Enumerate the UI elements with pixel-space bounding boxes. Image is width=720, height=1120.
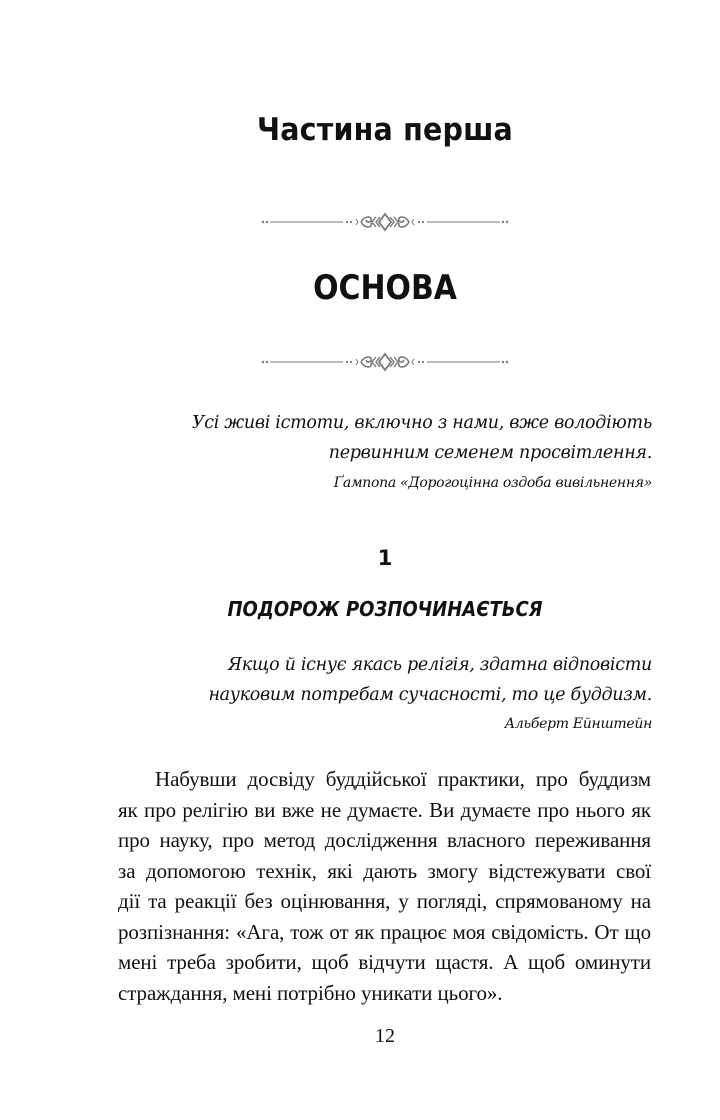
epigraph-source: Альберт Ейнштейн [504,716,652,732]
epigraph-line: науковим потребам сучасності, то це буддизм. [208,685,652,705]
body-line: мені треба зробити, щоб відчути щастя. А щоб оминути [118,950,651,974]
body-line: про науку, про метод дослідження власного переживання [118,828,651,852]
part-title: Частина перша [257,112,513,148]
body-paragraph [118,764,651,1008]
decorative-divider-icon [261,352,509,372]
epigraph-quote [208,650,652,710]
main-title: ОСНОВА [313,268,457,308]
page-number: 12 [375,1025,395,1047]
body-line: як про релігію ви вже не думаєте. Ви думаєте про нього як [118,797,651,822]
epigraph-line: первинним семенем просвітлення. [328,443,652,463]
epigraph-quote [192,408,652,468]
decorative-divider-icon [261,212,509,232]
body-line: Набувши досвіду буддійської практики, про буддизм [155,767,651,791]
body-line: за допомогою технік, які дають змогу відстежувати свої [118,858,651,883]
chapter-title: ПОДОРОЖ РОЗПОЧИНАЄТЬСЯ [227,597,543,621]
chapter-number: 1 [377,546,393,570]
body-line: дії та реакції без оцінювання, у погляді, спрямованому на [118,889,651,913]
epigraph-line: Усі живі істоти, включно з нами, вже володіють [191,413,652,433]
epigraph-line: Якщо й існує якась релігія, здатна відповісти [227,655,652,675]
body-line: розпізнання: «Ага, тож от як працює моя свідомість. От що [118,919,651,944]
epigraph-source: Ґампопа «Дорогоцінна оздоба вивільнення» [333,475,652,491]
body-line: страждання, мені потрібно уникати цього». [118,980,503,1005]
